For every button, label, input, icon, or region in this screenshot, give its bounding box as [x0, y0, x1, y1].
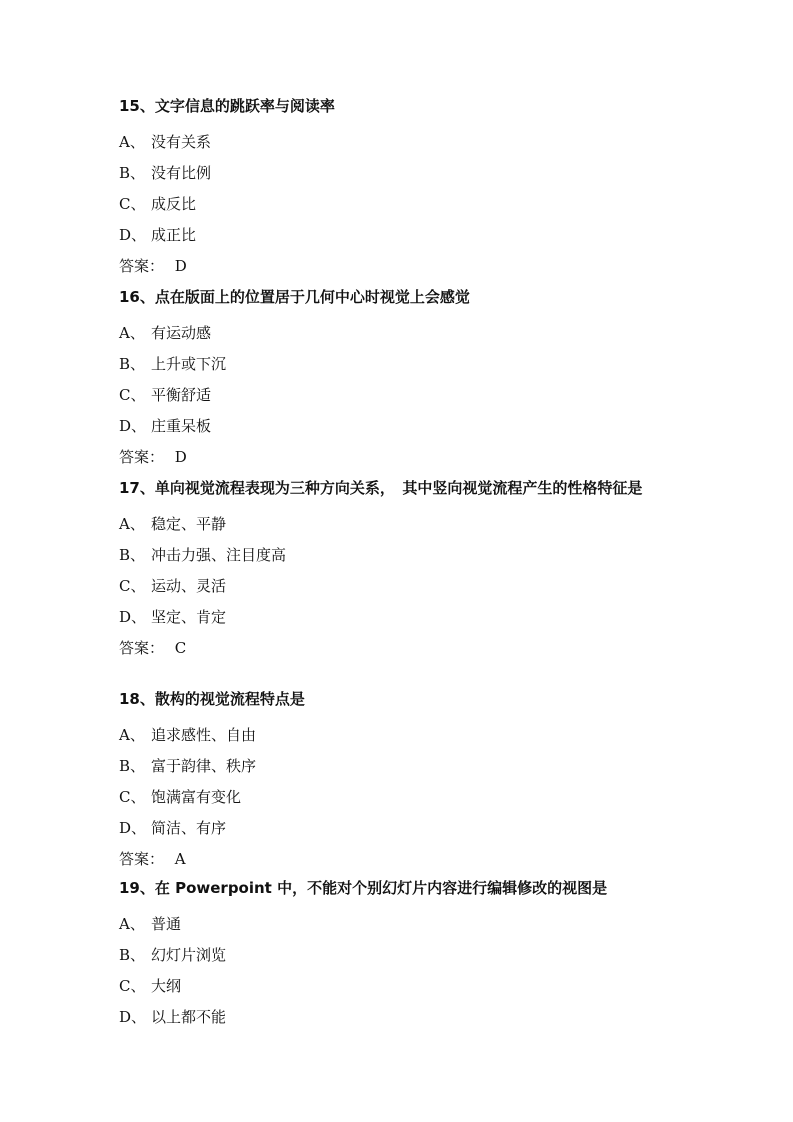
option-a — [119, 318, 679, 349]
option-text: 平衡舒适 — [151, 386, 212, 404]
option-text: 追求感性、自由 — [151, 726, 257, 744]
option-letter: D、 — [119, 1008, 147, 1026]
option-c — [119, 189, 679, 220]
option-list — [119, 909, 679, 1033]
option-text: 上升或下沉 — [151, 355, 227, 373]
option-a — [119, 509, 679, 540]
question-17 — [119, 478, 679, 664]
option-text: 稳定、平静 — [151, 515, 227, 533]
option-list — [119, 318, 679, 442]
option-text: 成反比 — [151, 195, 197, 213]
option-c — [119, 782, 679, 813]
option-d — [119, 411, 679, 442]
option-letter: C、 — [119, 195, 146, 213]
option-text: 有运动感 — [151, 324, 212, 342]
option-a — [119, 720, 679, 751]
option-text: 庄重呆板 — [151, 417, 212, 435]
question-title: 18、散构的视觉流程特点是 — [119, 690, 305, 708]
option-text: 冲击力强、注目度高 — [151, 546, 287, 564]
option-c — [119, 380, 679, 411]
answer-value: D — [174, 448, 187, 466]
option-text: 坚定、肯定 — [151, 608, 227, 626]
option-text: 饱满富有变化 — [151, 788, 242, 806]
question-18 — [119, 689, 679, 875]
option-list — [119, 127, 679, 251]
question-title: 16、点在版面上的位置居于几何中心时视觉上会感觉 — [119, 288, 470, 306]
option-letter: B、 — [119, 946, 146, 964]
question-title: 15、文字信息的跳跃率与阅读率 — [119, 97, 335, 115]
option-text: 没有比例 — [151, 164, 212, 182]
option-text: 简洁、有序 — [151, 819, 227, 837]
option-b — [119, 940, 679, 971]
option-letter: D、 — [119, 226, 147, 244]
answer-label: 答案： — [119, 850, 165, 868]
option-letter: C、 — [119, 977, 146, 995]
option-letter: D、 — [119, 417, 147, 435]
option-list — [119, 509, 679, 633]
option-letter: B、 — [119, 355, 146, 373]
option-d — [119, 813, 679, 844]
answer-value: D — [174, 257, 187, 275]
answer-label: 答案： — [119, 639, 165, 657]
answer-label: 答案： — [119, 448, 165, 466]
option-c — [119, 571, 679, 602]
option-text: 普通 — [151, 915, 182, 933]
option-letter: C、 — [119, 788, 146, 806]
option-letter: A、 — [119, 133, 145, 151]
answer-line — [119, 844, 679, 875]
option-a — [119, 127, 679, 158]
option-b — [119, 751, 679, 782]
option-b — [119, 349, 679, 380]
option-letter: D、 — [119, 608, 147, 626]
answer-line — [119, 251, 679, 282]
question-19 — [119, 878, 679, 1033]
option-letter: A、 — [119, 324, 145, 342]
option-letter: A、 — [119, 915, 145, 933]
option-a — [119, 909, 679, 940]
option-text: 没有关系 — [151, 133, 212, 151]
answer-label: 答案： — [119, 257, 165, 275]
option-text: 富于韵律、秩序 — [151, 757, 257, 775]
answer-value: C — [174, 639, 187, 657]
question-title: 17、单向视觉流程表现为三种方向关系， 其中竖向视觉流程产生的性格特征是 — [119, 479, 643, 497]
option-text: 幻灯片浏览 — [151, 946, 227, 964]
answer-line — [119, 442, 679, 473]
option-letter: B、 — [119, 164, 146, 182]
option-letter: B、 — [119, 757, 146, 775]
question-title: 19、在 Powerpoint 中，不能对个别幻灯片内容进行编辑修改的视图是 — [119, 879, 608, 897]
answer-value: A — [174, 850, 186, 868]
option-text: 大纲 — [151, 977, 182, 995]
option-letter: A、 — [119, 515, 145, 533]
option-text: 运动、灵活 — [151, 577, 227, 595]
option-letter: C、 — [119, 577, 146, 595]
option-d — [119, 602, 679, 633]
question-15 — [119, 96, 679, 282]
option-letter: D、 — [119, 819, 147, 837]
option-letter: C、 — [119, 386, 146, 404]
question-16 — [119, 287, 679, 473]
option-text: 成正比 — [151, 226, 197, 244]
option-d — [119, 220, 679, 251]
option-c — [119, 971, 679, 1002]
option-list — [119, 720, 679, 844]
option-letter: A、 — [119, 726, 145, 744]
answer-line — [119, 633, 679, 664]
option-b — [119, 158, 679, 189]
option-letter: B、 — [119, 546, 146, 564]
option-d — [119, 1002, 679, 1033]
option-text: 以上都不能 — [151, 1008, 227, 1026]
option-b — [119, 540, 679, 571]
